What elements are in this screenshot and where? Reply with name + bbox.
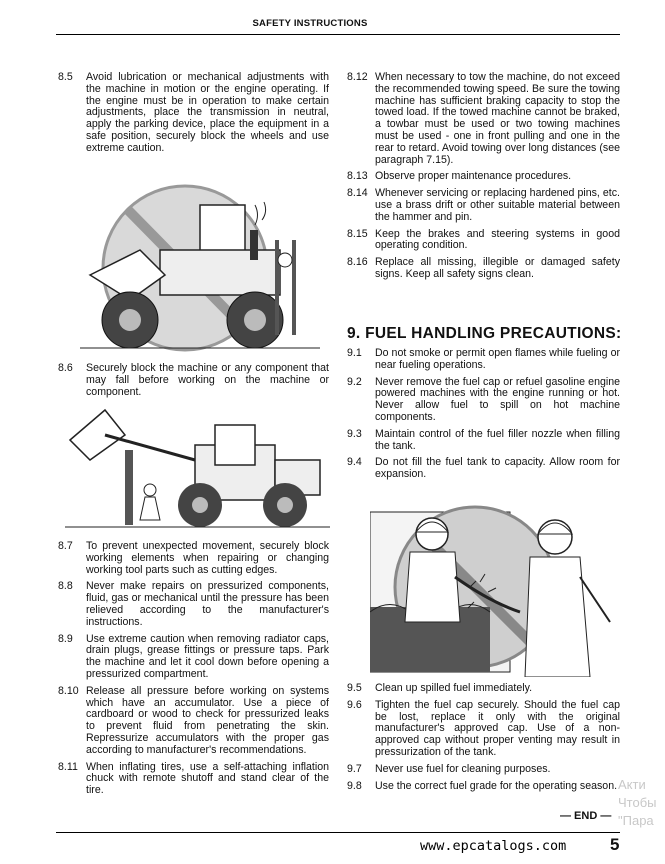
section-heading: 9. FUEL HANDLING PRECAUTIONS: bbox=[347, 325, 622, 342]
item-number: 9.1 bbox=[347, 347, 362, 359]
right-items-9-1-to-9-4 bbox=[347, 348, 620, 486]
item-text: Whenever servicing or replacing hardened pins, etc. use a brass drift or other suitable material between the hammer and pin. bbox=[375, 187, 620, 223]
item-number: 8.7 bbox=[58, 540, 73, 552]
item-text: Never use fuel for cleaning purposes. bbox=[375, 762, 551, 775]
item-number: 9.7 bbox=[347, 762, 362, 775]
item-text: Release all pressure before working on systems which have an accumulator. Use a piece of cardboard or wood to check for pressurized leaks to prevent fluid from penetrating the skin. Repressurize accumulators with the proper gas according to manufacturer's recommendations. bbox=[86, 684, 329, 756]
item-number: 9.3 bbox=[347, 427, 362, 440]
item-text: Never remove the fuel cap or refuel gasoline engine powered machines with the engine running or hot. Never allow fuel to spill on hot machine components. bbox=[375, 375, 620, 423]
item-text: Use extreme caution when removing radiator caps, drain plugs, grease fittings or pressure taps. Park the machine and let it cool down before opening a pressurized compartment. bbox=[86, 632, 329, 680]
footer-url-link[interactable]: www.epcatalogs.com bbox=[420, 838, 567, 854]
item-number: 8.15 bbox=[347, 227, 368, 240]
item-text: When necessary to tow the machine, do not exceed the recommended towing speed. Be sure the towing machine has sufficient braking capacity to stop the towed load. If the towed machine cannot be braked, a towbar must be used or two towing machines must be used - one in front pulling and one in the rear to retard. Avoid towing over long distances (see paragraph 7.15). bbox=[375, 71, 620, 166]
left-items-8-7-to-8-11 bbox=[58, 541, 329, 802]
watermark-line-3: "Пара bbox=[618, 813, 654, 828]
item-number: 9.5 bbox=[347, 682, 362, 694]
item-text: Securely block the machine or any component that may fall before working on the machine or component. bbox=[86, 362, 329, 398]
item-text: Never make repairs on pressurized components, fluid, gas or mechanical until the pressure has been relieved according to the manufacturer's instructions. bbox=[86, 580, 329, 628]
item-number: 8.12 bbox=[347, 71, 368, 83]
left-item-8-5 bbox=[58, 72, 329, 160]
page-number: 5 bbox=[610, 835, 620, 854]
item-number: 8.10 bbox=[58, 684, 79, 697]
item-text: Clean up spilled fuel immediately. bbox=[375, 682, 533, 694]
item-number: 8.16 bbox=[347, 256, 368, 269]
item-text: Keep the brakes and steering systems in good operating condition. bbox=[375, 227, 620, 252]
item-number: 8.13 bbox=[347, 170, 368, 183]
item-text: When inflating tires, use a self-attaching inflation chuck with remote shutoff and stand clear of the tire. bbox=[86, 760, 329, 797]
item-text: Tighten the fuel cap securely. Should the fuel cap be lost, replace it only with the original manufacturer's approved cap. Use of a non-approved cap without proper venting may result in pressurization of the tank. bbox=[375, 698, 620, 758]
item-number: 8.6 bbox=[58, 362, 73, 374]
item-number: 9.6 bbox=[347, 698, 362, 711]
item-number: 9.8 bbox=[347, 779, 362, 792]
item-text: Maintain control of the fuel filler nozzle when filling the tank. bbox=[375, 427, 620, 452]
item-number: 8.5 bbox=[58, 71, 73, 83]
item-number: 8.9 bbox=[58, 632, 73, 645]
item-text: To prevent unexpected movement, securely block working elements when repairing or changing working tool parts such as cutting edges. bbox=[86, 540, 329, 576]
loader-maintenance-illustration bbox=[70, 180, 330, 355]
page-header: SAFETY INSTRUCTIONS bbox=[252, 18, 368, 29]
item-text: Do not fill the fuel tank to capacity. Allow room for expansion. bbox=[375, 456, 620, 481]
item-text: Use the correct fuel grade for the operating season. bbox=[375, 779, 618, 792]
loader-blocked-illustration bbox=[65, 405, 330, 535]
item-number: 9.4 bbox=[347, 456, 362, 469]
right-items-9-5-to-9-8 bbox=[347, 683, 620, 797]
footer-rule bbox=[56, 832, 620, 833]
watermark-line-1: Акти bbox=[618, 777, 646, 792]
item-text: Replace all missing, illegible or damaged safety signs. Keep all safety signs clean. bbox=[375, 256, 620, 280]
item-text: Do not smoke or permit open flames while fueling or near fueling operations. bbox=[375, 347, 620, 371]
end-marker: — END — bbox=[560, 810, 612, 822]
fueling-workers-illustration bbox=[370, 492, 620, 677]
item-number: 8.14 bbox=[347, 187, 368, 200]
left-item-8-6 bbox=[58, 363, 329, 403]
item-text: Observe proper maintenance procedures. bbox=[375, 170, 572, 183]
item-number: 8.11 bbox=[58, 760, 78, 773]
item-number: 8.8 bbox=[58, 580, 73, 593]
right-items-8-12-to-8-16 bbox=[347, 72, 620, 286]
watermark-line-2: Чтобы bbox=[618, 795, 657, 810]
item-number: 9.2 bbox=[347, 375, 362, 388]
item-text: Avoid lubrication or mechanical adjustments with the machine in motion or the engine operating. If the engine must be in operation to make certain adjustments, place the transmission in neutral, apply the parking device, place the equipment in a safe position, securely block the wheels and use extreme caution. bbox=[86, 71, 329, 154]
header-rule bbox=[56, 34, 620, 35]
